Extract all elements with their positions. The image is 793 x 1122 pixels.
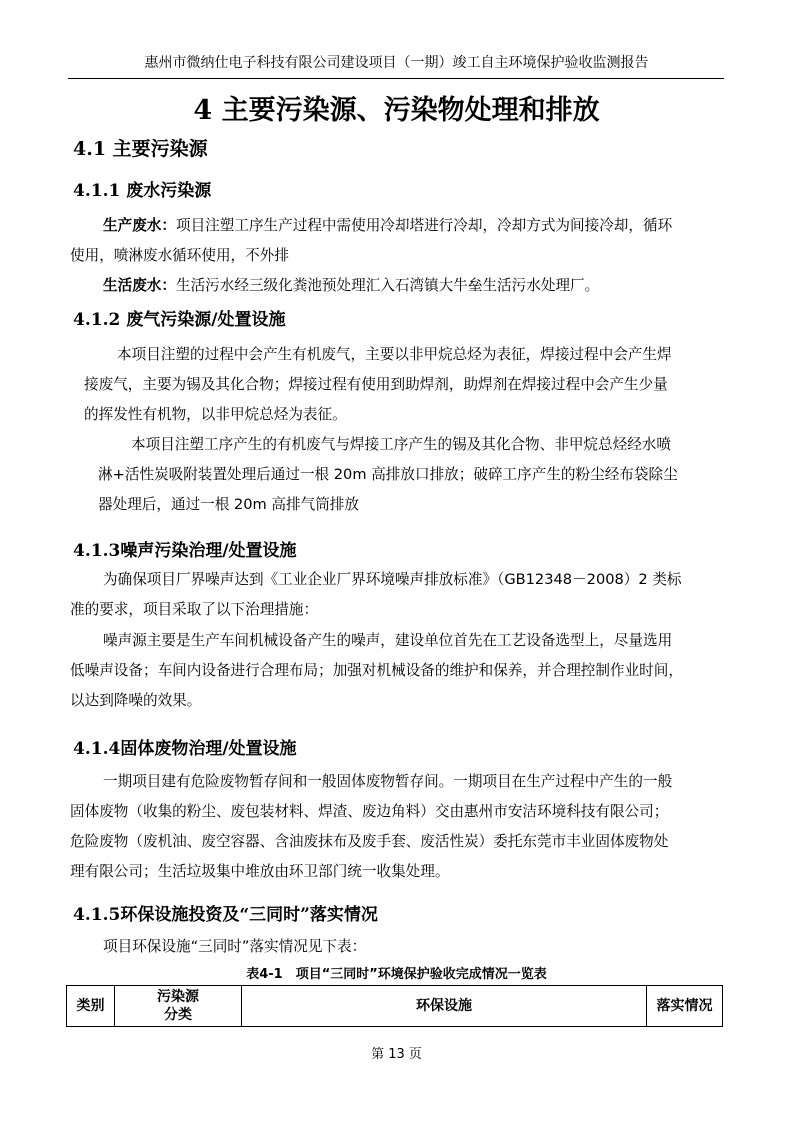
solid-waste-line1: 一期项目建有危险废物暂存间和一般固体废物暂存间。一期项目在生产过程中产生的一般 xyxy=(103,773,673,790)
section-4-1-4-title: 4.1.4固体废物治理/处置设施 xyxy=(73,739,297,759)
domestic-wastewater-text: 生活污水经三级化粪池预处理汇入石湾镇大牛垒生活污水处理厂。 xyxy=(175,277,600,294)
chapter-title: 4 主要污染源、污染物处理和排放 xyxy=(193,95,600,126)
production-wastewater-text: 项目注塑工序生产过程中需使用冷却塔进行冷却，冷却方式为间接冷却，循环 xyxy=(175,217,673,234)
waste-gas-p1-line3: 的挥发性有机物，以非甲烷总烃为表征。 xyxy=(84,406,347,423)
noise-p1-line1: 为确保项目厂界噪声达到《工业企业厂界环境噪声排放标准》（GB12348－2008）2 类标 xyxy=(103,571,682,588)
three-simultaneous-intro xyxy=(70,932,725,962)
table-caption: 表4-1 项目“三同时”环境保护验收完成情况一览表 xyxy=(246,967,547,982)
intro-line: 项目环保设施“三同时”落实情况见下表： xyxy=(103,938,367,955)
waste-gas-p2-line1: 本项目注塑工序产生的有机废气与焊接工序产生的锡及其化合物、非甲烷总烃经水喷 xyxy=(131,436,671,453)
solid-waste-paragraph xyxy=(70,767,725,887)
production-wastewater-text-2: 使用，喷淋废水循环使用，不外排 xyxy=(70,247,289,264)
wastewater-paragraph xyxy=(70,211,725,301)
section-4-1-title: 4.1 主要污染源 xyxy=(73,138,208,160)
header-pollution-source-line2: 分类 xyxy=(164,1007,192,1023)
solid-waste-line3: 危险废物（废机油、废空容器、含油废抹布及废手套、废活性炭）委托东莞市丰业固体废物处 xyxy=(70,833,669,850)
table-header-row xyxy=(67,986,723,1027)
section-4-1-2-title: 4.1.2 废气污染源/处置设施 xyxy=(73,310,286,330)
header-pollution-source-line1: 污染源 xyxy=(157,989,199,1005)
waste-gas-p1-line1: 本项目注塑的过程中会产生有机废气，主要以非甲烷总烃为表征，焊接过程中会产生焊 xyxy=(117,346,672,363)
waste-gas-p1-line2: 接废气，主要为锡及其化合物；焊接过程有使用到助焊剂，助焊剂在焊接过程中会产生少量 xyxy=(84,376,668,393)
page-number: 第 13 页 xyxy=(371,1047,422,1062)
noise-p2-line3: 以达到降噪的效果。 xyxy=(70,692,202,709)
header-category: 类别 xyxy=(67,986,115,1027)
waste-gas-paragraph-2 xyxy=(98,430,724,520)
production-wastewater-label: 生产废水： xyxy=(103,217,176,234)
solid-waste-line2: 固体废物（收集的粉尘、废包装材料、焊渣、废边角料）交由惠州市安洁环境科技有限公司； xyxy=(70,803,669,820)
solid-waste-line4: 理有限公司；生活垃圾集中堆放由环卫部门统一收集处理。 xyxy=(70,863,450,880)
noise-paragraph-2 xyxy=(70,626,725,716)
noise-p1-line2: 准的要求，项目采取了以下治理措施： xyxy=(70,601,319,618)
header-implementation: 落实情况 xyxy=(647,986,723,1027)
page-header: 惠州市微纳仕电子科技有限公司建设项目（一期）竣工自主环境保护验收监测报告 xyxy=(144,55,649,71)
acceptance-table xyxy=(66,985,723,1027)
waste-gas-p2-line3: 器处理后，通过一根 20m 高排气筒排放 xyxy=(98,496,359,513)
header-rule xyxy=(68,78,724,79)
domestic-wastewater-label: 生活废水： xyxy=(103,277,176,294)
noise-p2-line1: 噪声源主要是生产车间机械设备产生的噪声，建设单位首先在工艺设备选型上，尽量选用 xyxy=(103,632,673,649)
section-4-1-1-title: 4.1.1 废水污染源 xyxy=(73,181,212,201)
section-4-1-3-title: 4.1.3噪声污染治理/处置设施 xyxy=(73,541,297,561)
waste-gas-paragraph-1 xyxy=(84,340,724,430)
noise-paragraph-1 xyxy=(70,565,725,625)
section-4-1-5-title: 4.1.5环保设施投资及“三同时”落实情况 xyxy=(73,905,378,925)
noise-p2-line2: 低噪声设备；车间内设备进行合理布局；加强对机械设备的维护和保养，并合理控制作业时间， xyxy=(70,662,683,679)
header-pollution-source xyxy=(115,986,242,1027)
waste-gas-p2-line2: 淋+活性炭吸附装置处理后通过一根 20m 高排放口排放；破碎工序产生的粉尘经布袋除尘 xyxy=(98,466,678,483)
header-facilities: 环保设施 xyxy=(242,986,647,1027)
